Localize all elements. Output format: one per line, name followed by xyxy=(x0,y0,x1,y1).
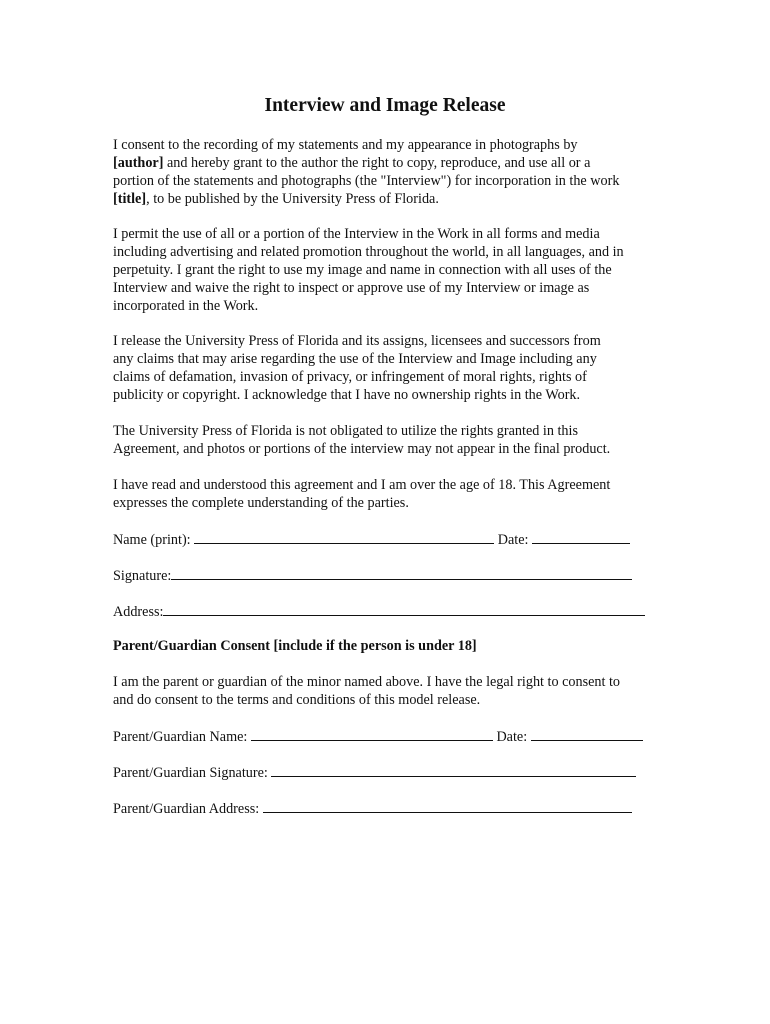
paragraph-text: and hereby grant to the author the right to copy, reproduce, and use all or a xyxy=(163,155,591,171)
paragraph-line: Interview and waive the right to inspect or approve use of my Interview or image as xyxy=(113,280,590,296)
name-date-row xyxy=(113,530,630,549)
agreement-paragraph xyxy=(113,476,673,512)
guardian-paragraph xyxy=(113,673,673,709)
paragraph-line: and do consent to the terms and conditions of this model release. xyxy=(113,692,481,708)
paragraph-line: I release the University Press of Florida and its assigns, licensees and successors from xyxy=(113,333,601,349)
paragraph-line: I have read and understood this agreement and I am over the age of 18. This Agreement xyxy=(113,477,611,493)
paragraph-line: including advertising and related promotion throughout the world, in all languages, and in xyxy=(113,244,624,260)
guardian-signature-field[interactable] xyxy=(271,763,636,777)
paragraph-line xyxy=(113,190,673,208)
address-label: Address: xyxy=(113,604,164,620)
document-title: Interview and Image Release xyxy=(264,95,506,116)
paragraph-line: Agreement, and photos or portions of the interview may not appear in the final product. xyxy=(113,441,611,457)
name-label: Name (print): xyxy=(113,532,191,548)
consent-paragraph xyxy=(113,136,673,208)
paragraph-line: any claims that may arise regarding the use of the Interview and Image including any xyxy=(113,351,597,367)
signature-row xyxy=(113,566,632,585)
paragraph-line: expresses the complete understanding of the parties. xyxy=(113,495,409,511)
guardian-signature-label: Parent/Guardian Signature: xyxy=(113,765,268,781)
guardian-address-field[interactable] xyxy=(263,799,632,813)
signature-field[interactable] xyxy=(171,566,632,580)
guardian-address-row xyxy=(113,799,632,818)
paragraph-text: , to be published by the University Press of Florida. xyxy=(146,191,439,207)
paragraph-line xyxy=(113,154,673,172)
paragraph-line: I consent to the recording of my statements and my appearance in photographs by xyxy=(113,137,578,153)
guardian-date-label: Date: xyxy=(496,729,528,745)
guardian-signature-row xyxy=(113,763,636,782)
date-field[interactable] xyxy=(532,530,630,544)
address-field[interactable] xyxy=(163,602,645,616)
guardian-address-label: Parent/Guardian Address: xyxy=(113,801,260,817)
address-row xyxy=(113,602,645,621)
guardian-name-field[interactable] xyxy=(251,727,493,741)
date-label: Date: xyxy=(497,532,529,548)
signature-label: Signature: xyxy=(113,568,172,584)
guardian-consent-heading: Parent/Guardian Consent [include if the person is under 18] xyxy=(113,638,477,654)
guardian-name-label: Parent/Guardian Name: xyxy=(113,729,248,745)
paragraph-line: I am the parent or guardian of the minor named above. I have the legal right to consent to xyxy=(113,674,621,690)
paragraph-line: publicity or copyright. I acknowledge that I have no ownership rights in the Work. xyxy=(113,387,581,403)
author-placeholder: [author] xyxy=(113,155,164,171)
guardian-date-field[interactable] xyxy=(531,727,643,741)
paragraph-line: perpetuity. I grant the right to use my image and name in connection with all uses of the xyxy=(113,262,612,278)
obligation-paragraph xyxy=(113,422,673,458)
paragraph-line: I permit the use of all or a portion of the Interview in the Work in all forms and media xyxy=(113,226,600,242)
name-field[interactable] xyxy=(194,530,494,544)
paragraph-line: The University Press of Florida is not obligated to utilize the rights granted in this xyxy=(113,423,578,439)
paragraph-line: portion of the statements and photographs (the "Interview") for incorporation in the work xyxy=(113,173,620,189)
permission-paragraph xyxy=(113,225,673,315)
title-placeholder: [title] xyxy=(113,191,147,207)
paragraph-line: claims of defamation, invasion of privacy, or infringement of moral rights, rights of xyxy=(113,369,587,385)
paragraph-line: incorporated in the Work. xyxy=(113,298,259,314)
guardian-name-date-row xyxy=(113,727,643,746)
release-paragraph xyxy=(113,332,673,404)
